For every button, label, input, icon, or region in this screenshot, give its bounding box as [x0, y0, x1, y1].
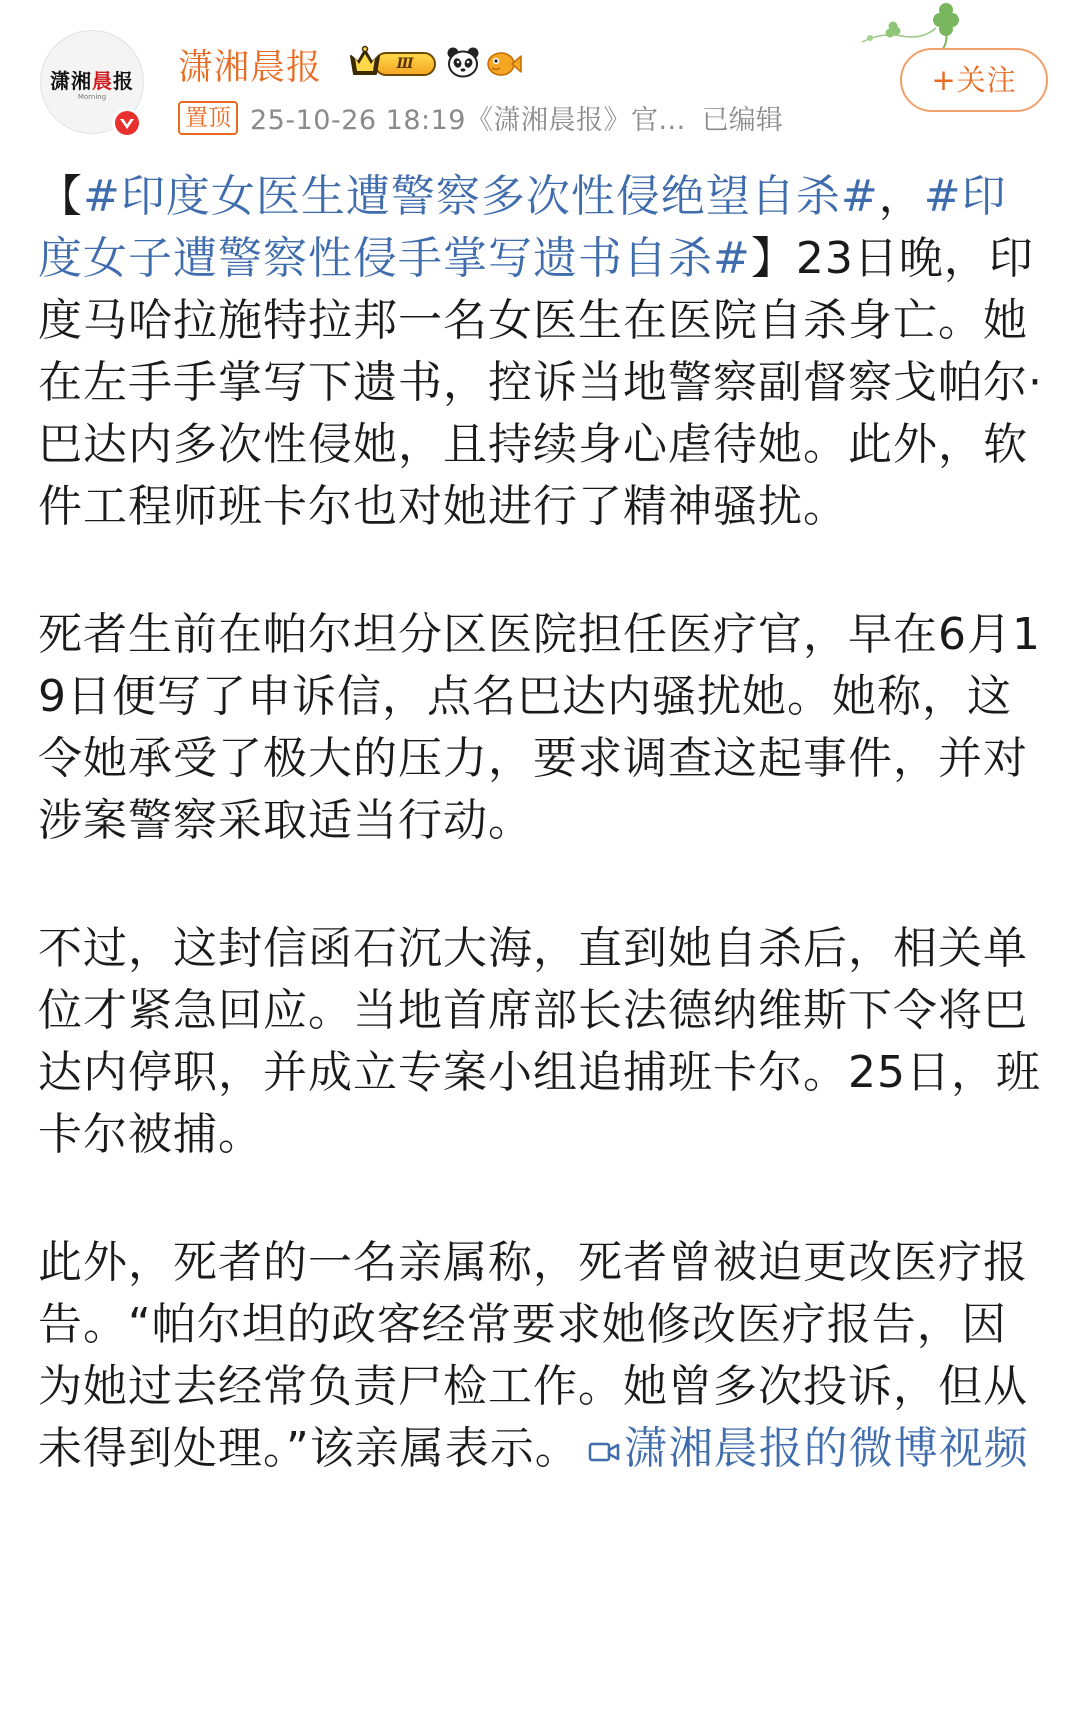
fish-icon	[486, 48, 522, 78]
follow-button[interactable]: +关注	[900, 48, 1048, 112]
pinned-badge: 置顶	[178, 101, 238, 135]
hashtag-link[interactable]: #印度女子遭警察性侵手掌写遗书自杀#	[38, 171, 1007, 284]
post-content	[38, 166, 1048, 1480]
hashtag-link[interactable]: #印度女医生遭警察多次性侵绝望自杀#	[83, 171, 879, 222]
username[interactable]: 潇湘晨报	[178, 48, 323, 88]
paragraph-3: 不过，这封信函石沉大海，直到她自杀后，相关单位才紧急回应。当地首席部长法德纳维斯下令将巴达内停职，并成立专案小组追捕班卡尔。25日，班卡尔被捕。	[38, 923, 1041, 1160]
avatar-subtitle: Morning	[77, 93, 107, 101]
edited-label[interactable]: 已编辑	[701, 105, 783, 136]
timestamp-source[interactable]: 25-10-26 18:19《潇湘晨报》官...	[250, 105, 686, 136]
avatar-logo: 潇湘晨报	[50, 69, 134, 93]
badge-level: Ⅲ	[374, 52, 436, 76]
verified-icon	[112, 108, 142, 138]
weibo-video-link[interactable]: 潇湘晨报的微博视频	[623, 1423, 1029, 1474]
crown-badge-icon[interactable]	[348, 44, 440, 78]
paragraph-2: 死者生前在帕尔坦分区医院担任医疗官，早在6月19日便写了申诉信，点名巴达内骚扰她。她称，这令她承受了极大的压力，要求调查这起事件，并对涉案警察采取适当行动。	[38, 609, 1041, 846]
paragraph-1: 【#印度女医生遭警察多次性侵绝望自杀#，#印度女子遭警察性侵手掌写遗书自杀#】23日晚，印度马哈拉施特拉邦一名女医生在医院自杀身亡。她在左手手掌写下遗书，控诉当地警察副督察戈帕尔·巴达内多次性侵她，且持续身心虐待她。此外，软件工程师班卡尔也对她进行了精神骚扰。	[38, 171, 1043, 532]
post-meta	[178, 98, 783, 136]
post-header	[0, 0, 1080, 150]
panda-icon	[446, 46, 480, 78]
paragraph-text: 此外，死者的一名亲属称，死者曾被迫更改医疗报告。“帕尔坦的政客经常要求她修改医疗报告，因为她过去经常负责尸检工作。她曾多次投诉，但从未得到处理。”该亲属表示。	[38, 1237, 1028, 1474]
paragraph-4	[38, 1232, 1048, 1480]
paragraph-text: 23日晚，印度马哈拉施特拉邦一名女医生在医院自杀身亡。她在左手手掌写下遗书，控诉当地警察副督察戈帕尔·巴达内多次性侵她，且持续身心虐待她。此外，软件工程师班卡尔也对她进行了精神骚扰。	[38, 233, 1043, 532]
video-icon[interactable]	[588, 1420, 620, 1446]
